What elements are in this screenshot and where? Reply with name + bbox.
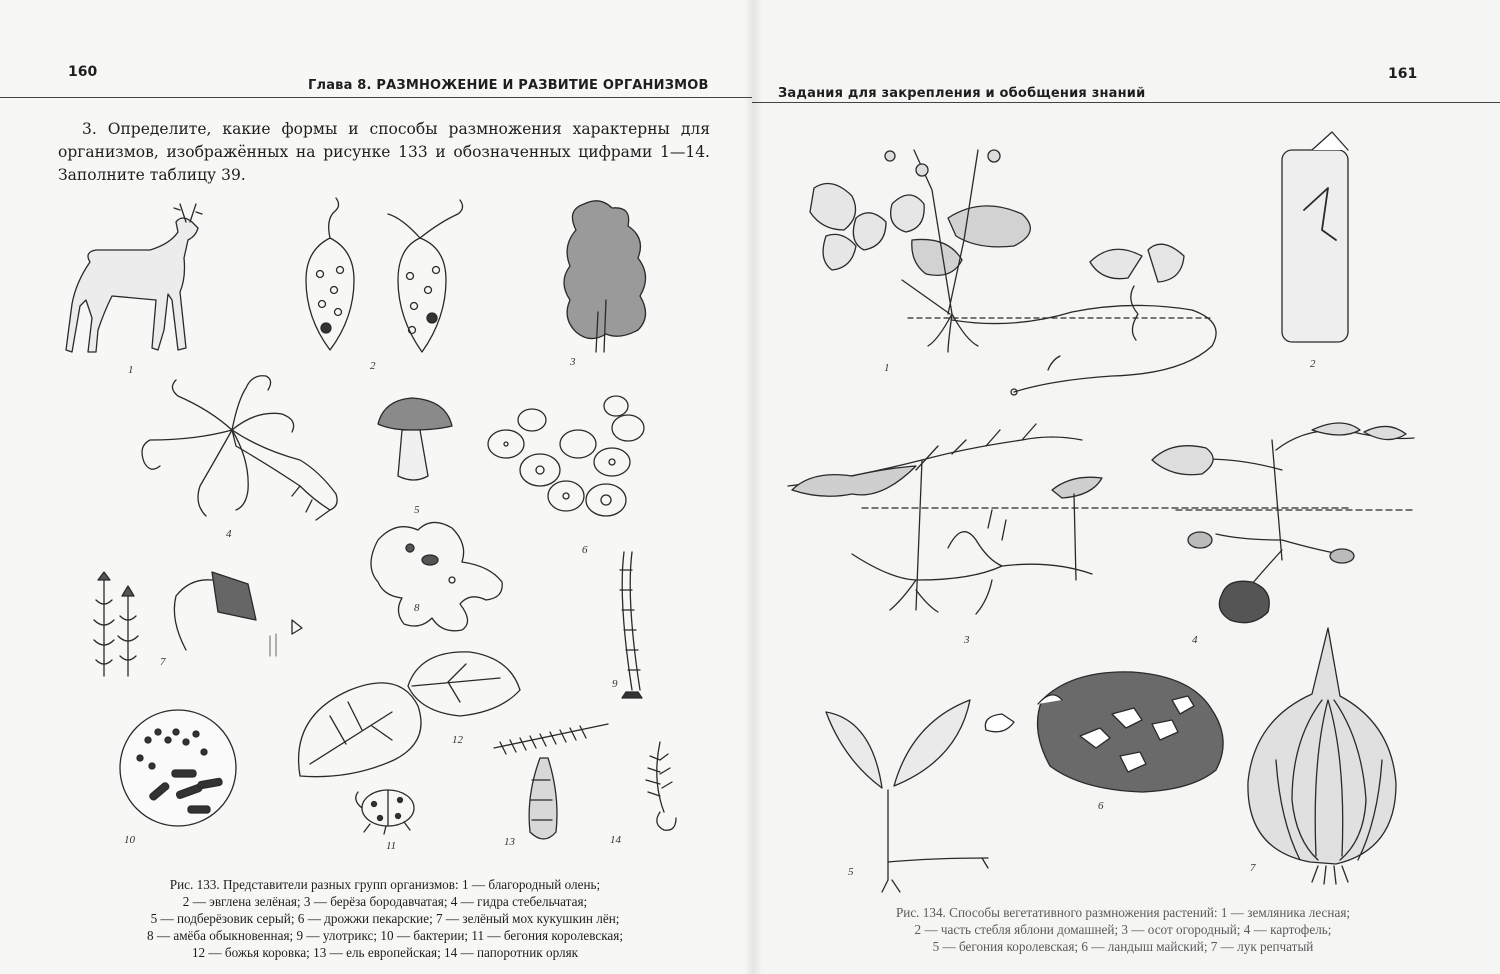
fig-label-8: 8 <box>414 602 420 614</box>
figure-caption <box>40 876 730 961</box>
fig-label-3: 3 <box>570 356 576 368</box>
fig-label-6: 6 <box>1098 800 1104 812</box>
fig-label-4: 4 <box>226 528 232 540</box>
fig-label-6: 6 <box>582 544 588 556</box>
sow-thistle-illustration <box>788 424 1352 614</box>
fig-label-9: 9 <box>612 678 618 690</box>
fig-label-2: 2 <box>370 360 376 372</box>
bacteria-illustration <box>120 710 236 826</box>
strawberry-illustration <box>810 150 1216 395</box>
page-number: 161 <box>1388 66 1418 82</box>
fig-label-4: 4 <box>1192 634 1198 646</box>
caption-line: 8 — амёба обыкновенная; 9 — улотрикс; 10 — бактерии; 11 — бегония королевская; <box>146 928 623 943</box>
fig-label-14: 14 <box>610 834 621 846</box>
fig-label-11: 11 <box>386 840 397 852</box>
fig-label-7: 7 <box>160 656 166 668</box>
amoeba-illustration <box>371 522 502 630</box>
fig-label-13: 13 <box>504 836 515 848</box>
fern-illustration <box>646 742 676 830</box>
moss-illustration <box>94 572 302 676</box>
fig-label-1: 1 <box>128 364 134 376</box>
caption-line: 5 — бегония королевская; 6 — ландыш майский; 7 — лук репчатый <box>932 939 1314 954</box>
birch-illustration <box>564 201 646 352</box>
fig-label-3: 3 <box>964 634 970 646</box>
lily-of-valley-illustration <box>985 672 1223 792</box>
euglena-illustration <box>306 198 463 352</box>
fig-label-12: 12 <box>452 734 463 746</box>
potato-illustration <box>1152 423 1414 623</box>
fig-label-7: 7 <box>1250 862 1256 874</box>
deer-illustration <box>66 204 202 352</box>
running-head: Глава 8. РАЗМНОЖЕНИЕ И РАЗВИТИЕ ОРГАНИЗМОВ <box>308 78 709 93</box>
figure-134 <box>752 0 1500 974</box>
stem-cutting-illustration <box>1282 132 1348 342</box>
page-number: 160 <box>68 64 98 80</box>
caption-line: 12 — божья коровка; 13 — ель европейская; 14 — папоротник орляк <box>191 945 579 960</box>
caption-line: 2 — эвглена зелёная; 3 — берёза бородавчатая; 4 — гидра стебельчатая; <box>182 894 588 909</box>
caption-line: 2 — часть стебля яблони домашней; 3 — осот огородный; 4 — картофель; <box>914 922 1332 937</box>
book-gutter <box>744 0 762 974</box>
figure-caption <box>778 904 1468 955</box>
fig-label-10: 10 <box>124 834 135 846</box>
ladybug-illustration <box>356 790 414 834</box>
right-page <box>752 0 1500 974</box>
spruce-cone-illustration <box>494 724 608 839</box>
caption-line: Рис. 134. Способы вегетативного размножения растений: 1 — земляника лесная; <box>895 905 1351 920</box>
hydra-illustration <box>142 376 337 520</box>
begonia-leaf-cutting-illustration <box>826 700 988 892</box>
task-text: 3. Определите, какие формы и способы размножения характерны для организмов, изображённых на рисунке 133 и обозначенных цифрами 1—14. Заполните таблицу 39. <box>58 120 710 184</box>
ulothrix-illustration <box>620 552 642 698</box>
mushroom-illustration <box>378 398 452 480</box>
onion-illustration <box>1248 628 1396 884</box>
fig-label-1: 1 <box>884 362 890 374</box>
caption-line: 5 — подберёзовик серый; 6 — дрожжи пекарские; 7 — зелёный мох кукушкин лён; <box>150 911 620 926</box>
fig-label-5: 5 <box>848 866 854 878</box>
fig-label-2: 2 <box>1310 358 1316 370</box>
fig-label-5: 5 <box>414 504 420 516</box>
yeast-illustration <box>488 396 644 516</box>
running-head: Задания для закрепления и обобщения знаний <box>778 86 1146 101</box>
begonia-leaf-illustration <box>299 652 520 777</box>
caption-line: Рис. 133. Представители разных групп организмов: 1 — благородный олень; <box>169 877 601 892</box>
